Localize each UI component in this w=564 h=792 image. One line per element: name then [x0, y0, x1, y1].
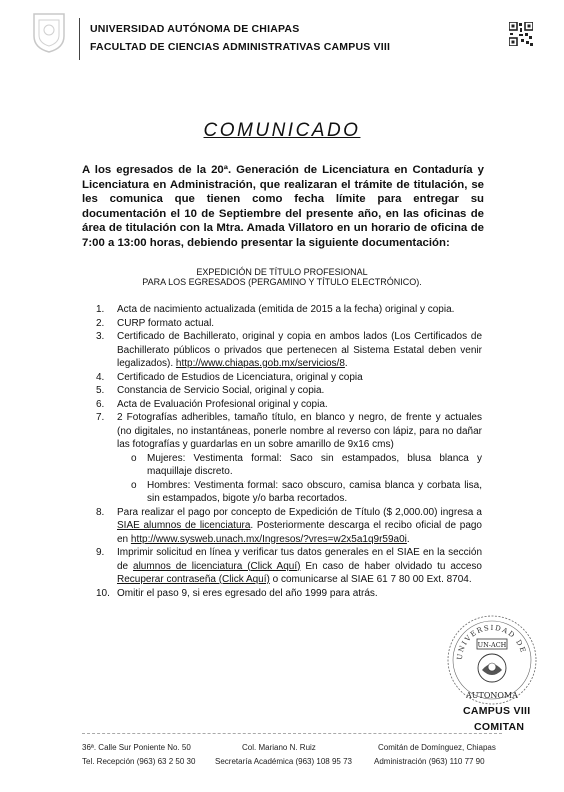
item-text-end: .	[406, 533, 410, 545]
item-number: 4.	[96, 371, 105, 383]
campus-stamp-line2: COMITAN	[474, 721, 525, 733]
item-text: o comunicarse al SIAE 61 7 80 00 Ext. 8704.	[269, 574, 472, 585]
footer-colonia: Col. Mariano N. Ruiz	[242, 743, 316, 752]
list-item	[96, 546, 482, 587]
sublist-item	[117, 452, 482, 479]
page-title: COMUNICADO	[203, 120, 361, 141]
campus-stamp-line1: CAMPUS VIII	[463, 705, 531, 717]
item-text: CURP formato actual.	[117, 317, 215, 329]
item-number: 9.	[96, 547, 105, 558]
item-text: 2 Fotografías adheribles, tamaño título, en blanco y negro, de frente y actuales (no digitales, no instantáneas, ponerle nombre al reverso con lápiz, para no dañar las fotografías y guardarlas en un sobre amarillo de 9x16 cms)	[117, 412, 482, 450]
item-text: Acta de Evaluación Profesional original y copia.	[117, 398, 328, 410]
svg-text:UNIVERSIDAD DE CHIAPAS	[446, 614, 528, 660]
item-number: 8.	[96, 506, 105, 518]
footer-divider	[82, 733, 502, 734]
list-item	[96, 330, 482, 371]
footer-address: 36ª. Calle Sur Poniente No. 50	[82, 743, 191, 752]
bullet-icon: o	[131, 452, 137, 464]
item-text: Imprimir solicitud en línea y verificar tus datos generales en el SIAE en la sección de	[117, 547, 482, 572]
dress-code-sublist	[117, 452, 482, 506]
item-number: 1.	[96, 304, 105, 315]
list-item	[96, 587, 482, 601]
alumnos-licenciatura-link[interactable]: alumnos de licenciatura (Click Aquí)	[133, 560, 301, 572]
item-text-end: .	[344, 358, 348, 369]
item-text: Certificado de Bachillerato, original y copia en ambos lados (Los Certificados de Bachillerato públicos o privados que pertenecen al Sistema Estatal deben venir legalizados).	[117, 331, 482, 369]
chiapas-services-link[interactable]: http://www.chiapas.gob.mx/servicios/8	[175, 358, 345, 369]
list-item	[96, 303, 482, 317]
sysweb-payment-link[interactable]: http://www.sysweb.unach.mx/Ingresos/?vres=w2x5a1q9r59a0i	[130, 533, 407, 545]
seal-top-text: UNIVERSIDAD DE	[455, 623, 528, 661]
seal-center-text: UN-ACH	[477, 641, 507, 649]
item-number: 2.	[96, 317, 105, 329]
list-item	[96, 317, 482, 331]
sublist-text: Hombres: Vestimenta formal: saco obscuro, camisa blanca y corbata lisa, sin estampados, bigote y/o barba recortados.	[147, 479, 482, 504]
university-seal	[446, 614, 538, 706]
item-number: 10.	[96, 587, 110, 599]
item-text: Para realizar el pago por concepto de Expedición de Título ($ 2,000.00) ingresa a	[117, 506, 482, 518]
university-name: UNIVERSIDAD AUTÓNOMA DE CHIAPAS	[90, 23, 300, 35]
footer-tel-admin: Administración (963) 110 77 90	[374, 757, 485, 766]
recover-password-link[interactable]: Recuperar contraseña (Click Aquí)	[117, 574, 270, 585]
requirements-list	[96, 303, 482, 600]
section-subtitle-line2: PARA LOS EGRESADOS (PERGAMINO Y TÍTULO ELECTRÓNICO).	[142, 277, 422, 287]
item-text: Acta de nacimiento actualizada (emitida de 2015 a la fecha) original y copia.	[117, 304, 455, 315]
bullet-icon: o	[131, 479, 137, 491]
list-item	[96, 506, 482, 547]
sublist-text: Mujeres: Vestimenta formal: Saco sin estampados, blusa blanca y maquillaje discreto.	[147, 452, 482, 477]
seal-bottom-text: AUTONOMA	[466, 691, 518, 700]
item-text: Omitir el paso 9, si eres egresado del año 1999 para atrás.	[117, 587, 378, 599]
list-item	[96, 398, 482, 412]
item-number: 3.	[96, 331, 105, 342]
list-item	[96, 371, 482, 385]
item-number: 7.	[96, 412, 105, 423]
item-text: . Posteriormente descarga el recibo oficial de pago en	[117, 520, 482, 545]
sublist-item	[117, 479, 482, 506]
intro-paragraph: A los egresados de la 20ª. Generación de Licenciatura en Contaduría y Licenciatura en Administración, que realizaran el trámite de titulación, se les comunica que tienen como fecha límite para entregar su documentación el 10 de Septiembre del presente año, en las oficinas de área de titulación con la Mtra. Amada Villatoro en un horario de oficina de 7:00 a 13:00 horas, debiendo presentar la siguiente documentación:	[82, 164, 484, 249]
item-text: En caso de haber olvidado tu acceso	[300, 560, 482, 572]
section-subtitle-line1: EXPEDICIÓN DE TÍTULO PROFESIONAL	[196, 267, 368, 277]
item-text: Constancia de Servicio Social, original y copia.	[117, 385, 325, 396]
university-logo	[30, 10, 68, 54]
faculty-name: FACULTAD DE CIENCIAS ADMINISTRATIVAS CAMPUS VIII	[90, 41, 391, 53]
item-text: Certificado de Estudios de Licenciatura, original y copia	[117, 371, 363, 383]
footer-city: Comitán de Domínguez, Chiapas	[378, 743, 496, 752]
header-divider	[79, 18, 80, 60]
qr-code-icon	[509, 22, 533, 46]
list-item	[96, 411, 482, 506]
siae-alumnos-link[interactable]: SIAE alumnos de licenciatura	[117, 520, 251, 531]
list-item	[96, 384, 482, 398]
footer-tel-reception: Tel. Recepción (963) 63 2 50 30	[82, 757, 196, 766]
item-number: 6.	[96, 398, 105, 410]
footer-tel-secretaria: Secretaría Académica (963) 108 95 73	[215, 757, 352, 766]
item-number: 5.	[96, 385, 105, 396]
